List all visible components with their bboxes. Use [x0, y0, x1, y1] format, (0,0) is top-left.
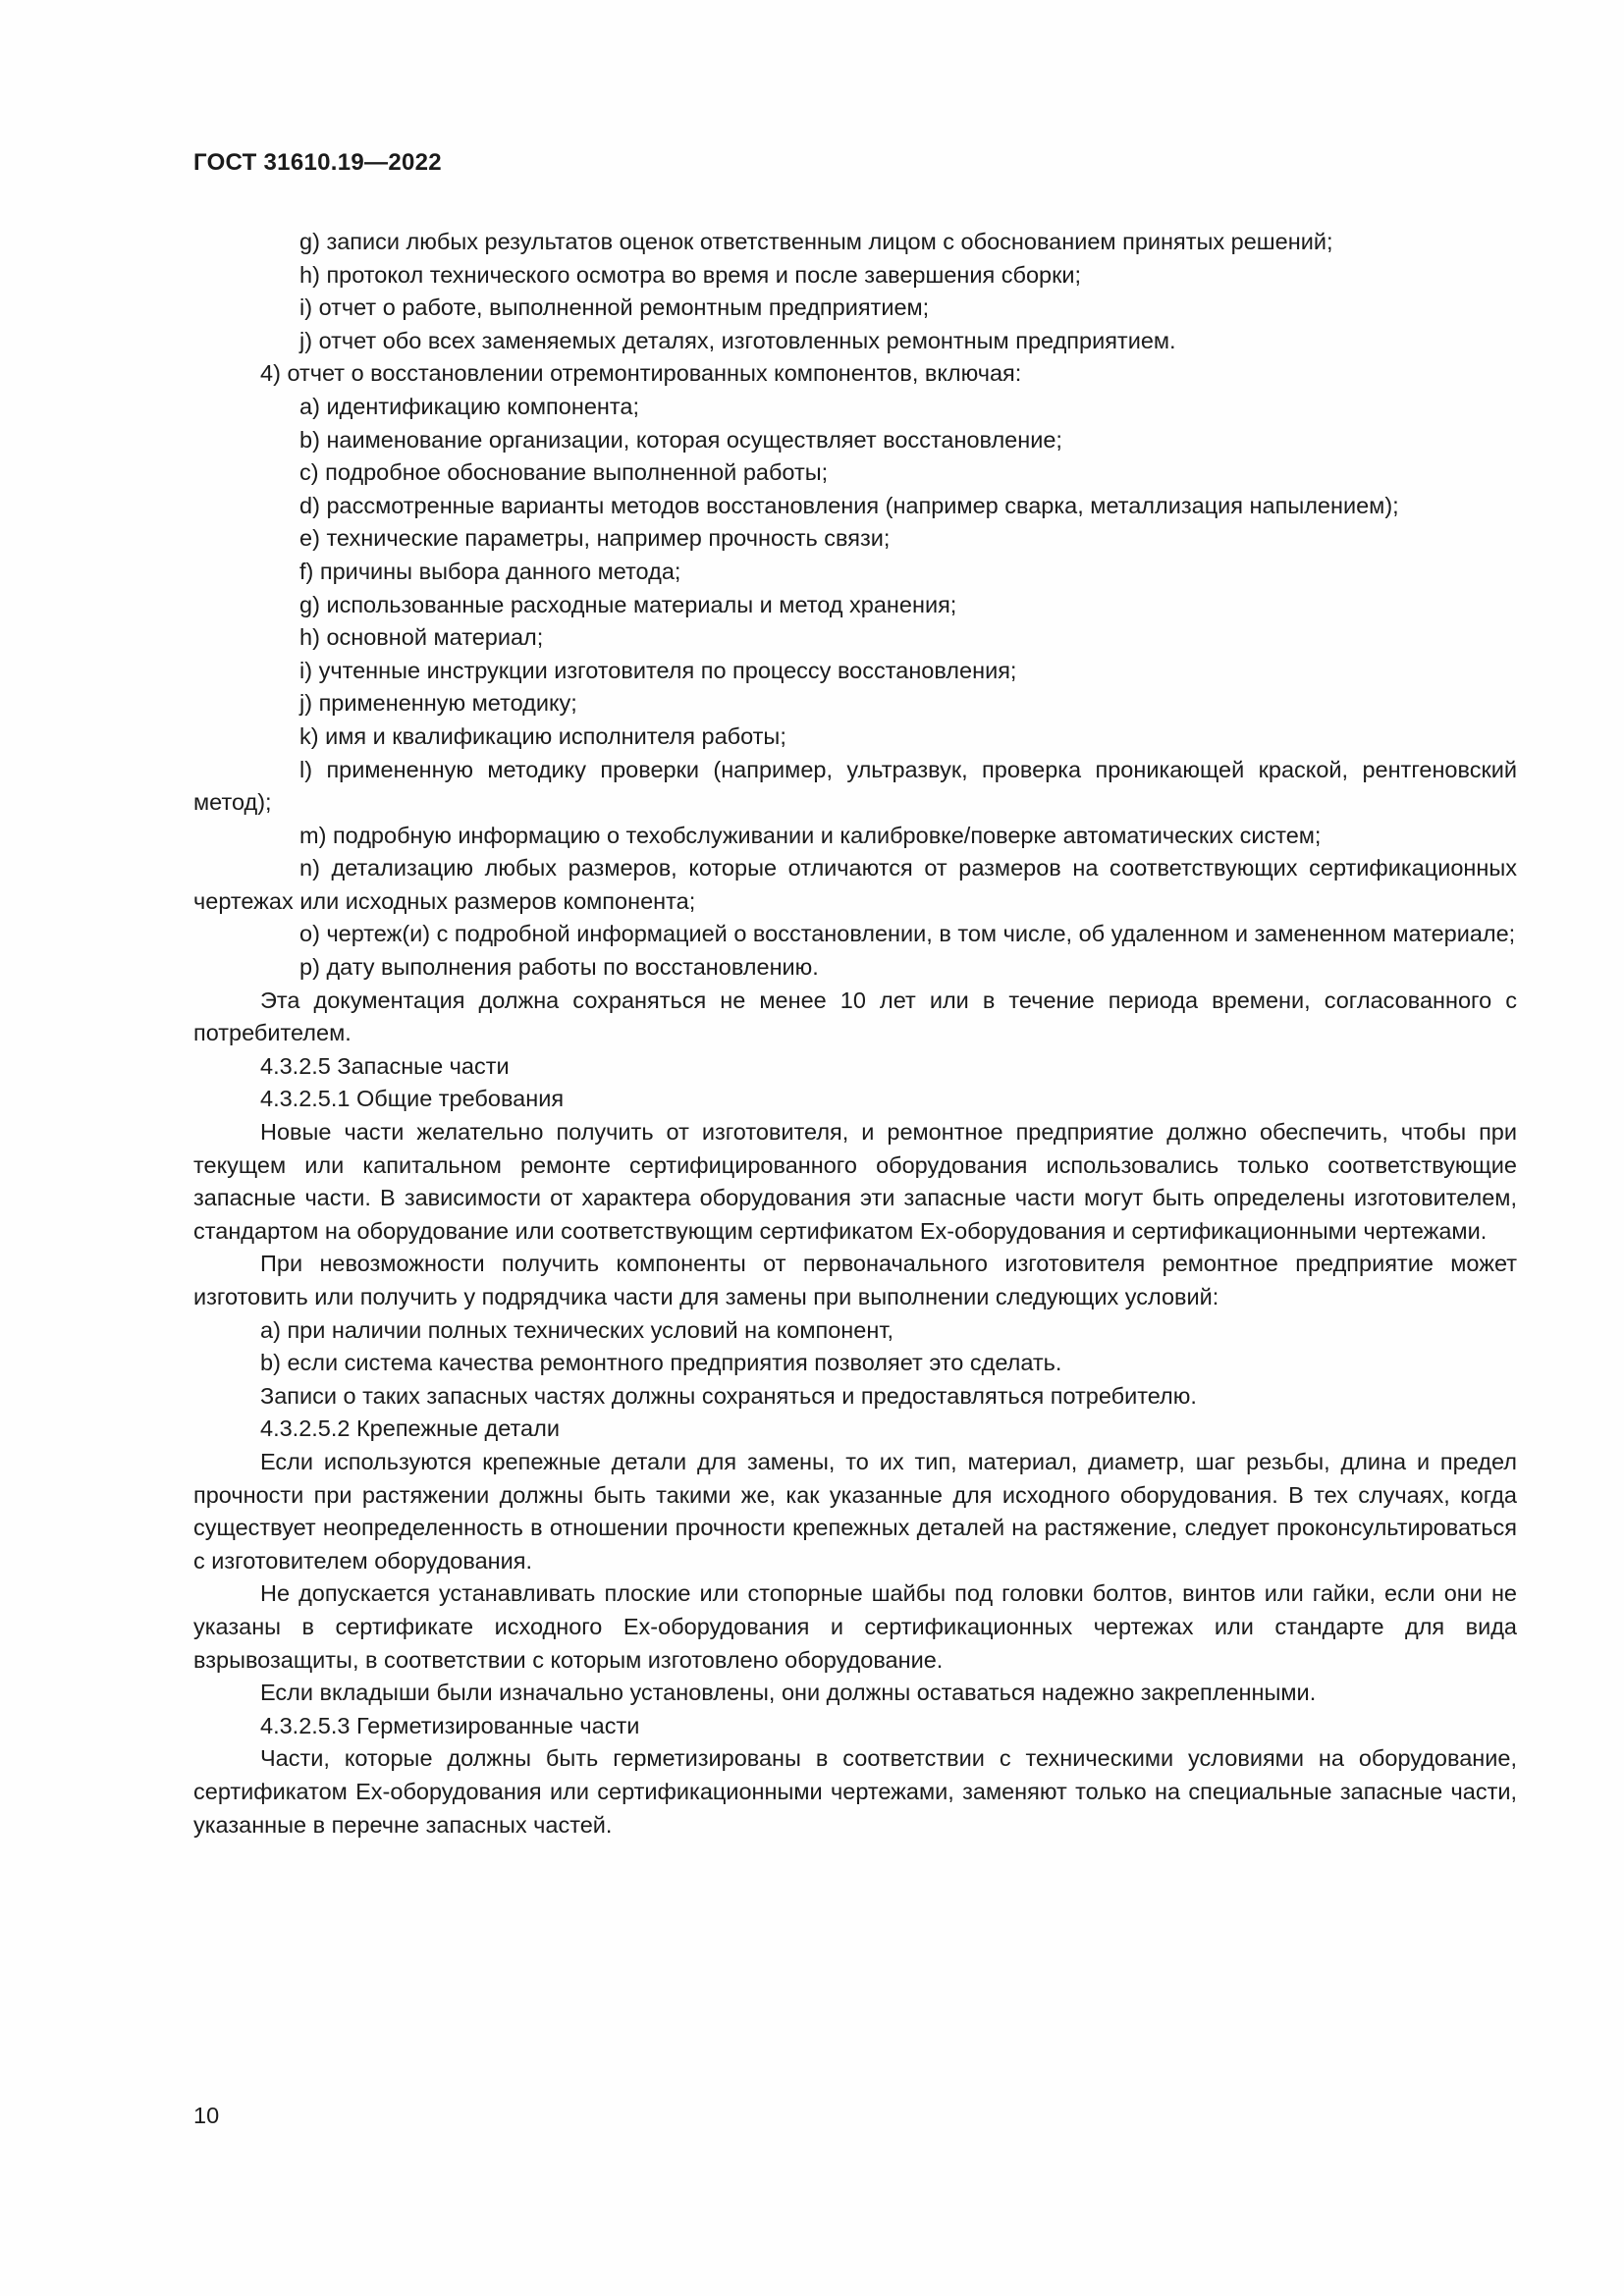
- list-item-g-records: [193, 226, 1517, 259]
- list-item-text: технические параметры, например прочность связи;: [326, 525, 891, 552]
- list-marker: c): [299, 459, 319, 486]
- list-item-g: [193, 589, 1517, 622]
- list-item-j-replaced-parts: [193, 325, 1517, 358]
- list-item-text: наименование организации, которая осуществляет восстановление;: [326, 426, 1062, 453]
- section-heading-spare-parts: 4.3.2.5 Запасные части: [260, 1052, 510, 1079]
- list-item-o: [193, 918, 1517, 951]
- list-marker: h): [299, 624, 320, 651]
- list-marker: m): [299, 822, 327, 848]
- paragraph-sealed-parts: Части, которые должны быть герметизированы в соответствии с техническими условиями на оборудование, сертификатом Ex-оборудования или сертификационными чертежами, заменяют только на специальные запасные части, указанные в перечне запасных частей.: [193, 1745, 1517, 1838]
- list-item-text: при наличии полных технических условий на компонент,: [287, 1316, 894, 1343]
- paragraph-fasteners: Если используются крепежные детали для замены, то их тип, материал, диаметр, шаг резьбы, длина и предел прочности при растяжении должны быть такими же, как указанные для исходного оборудования. В тех случаях, когда существует неопределенность в отношении прочности крепежных деталей на растяжение, следует проконсультироваться с изготовителем оборудования.: [193, 1448, 1517, 1574]
- list-item-text: примененную методику проверки (например, ультразвук, проверка проникающей краской, рентгеновский метод);: [193, 756, 1517, 816]
- subsection-heading-sealed-parts: 4.3.2.5.3 Герметизированные части: [260, 1712, 640, 1738]
- list-item-c: [193, 456, 1517, 490]
- document-body: [193, 226, 1517, 1842]
- list-marker: a): [260, 1316, 281, 1343]
- subsection-heading-fasteners: 4.3.2.5.2 Крепежные детали: [260, 1415, 560, 1442]
- list-item-text: дату выполнения работы по восстановлению.: [326, 954, 819, 981]
- list-marker: d): [299, 492, 320, 518]
- list-marker: n): [299, 855, 320, 881]
- list-item-text: если система качества ремонтного предприятия позволяет это сделать.: [287, 1350, 1062, 1376]
- list-marker: j): [299, 690, 313, 717]
- list-item-d: [193, 490, 1517, 523]
- list-item-text: подробную информацию о техобслуживании и калибровке/поверке автоматических систем;: [332, 822, 1322, 848]
- list-marker: f): [299, 558, 314, 584]
- list-item-text: учтенные инструкции изготовителя по процессу восстановления;: [318, 657, 1017, 683]
- list-item-n: [193, 852, 1517, 918]
- list-marker: j): [299, 327, 313, 353]
- list-marker: b): [299, 426, 320, 453]
- list-item-text: чертеж(и) с подробной информацией о восстановлении, в том числе, об удаленном и замененном материале;: [326, 921, 1516, 947]
- list-marker: o): [299, 921, 320, 947]
- list-item-h: [193, 621, 1517, 655]
- list-marker: i): [299, 294, 313, 321]
- paragraph-original-manufacturer: При невозможности получить компоненты от первоначального изготовителя ремонтное предприятие может изготовить или получить у подрядчика части для замены при выполнении следующих условий:: [193, 1251, 1517, 1309]
- list-item-text: имя и квалификацию исполнителя работы;: [325, 722, 786, 749]
- list-item-text: причины выбора данного метода;: [319, 558, 681, 584]
- list-item-k: [193, 721, 1517, 754]
- list-marker: k): [299, 722, 319, 749]
- list-marker: p): [299, 954, 320, 981]
- list-marker: i): [299, 657, 313, 683]
- list-item-text: подробное обоснование выполненной работы;: [325, 459, 829, 486]
- paragraph-washers: Не допускается устанавливать плоские или стопорные шайбы под головки болтов, винтов или гайки, если они не указаны в сертификате исходного Ex-оборудования и сертификационных чертежах или стандарте для вида взрывозащиты, в соответствии с которым изготовлено оборудование.: [193, 1580, 1517, 1673]
- paragraph-records: Записи о таких запасных частях должны сохраняться и предоставляться потребителю.: [260, 1382, 1197, 1409]
- document-code-header: ГОСТ 31610.19—2022: [193, 149, 442, 176]
- list-marker: g): [299, 229, 320, 254]
- list-item-b-quality-system: [193, 1347, 1517, 1380]
- paragraph-inserts: Если вкладыши были изначально установлены, они должны оставаться надежно закрепленными.: [260, 1680, 1317, 1706]
- list-item-b: [193, 424, 1517, 457]
- list-marker: 4): [260, 360, 281, 387]
- subsection-heading-general: 4.3.2.5.1 Общие требования: [260, 1086, 565, 1112]
- list-item-m: [193, 820, 1517, 853]
- list-item-l: [193, 754, 1517, 820]
- list-marker: b): [260, 1350, 281, 1376]
- list-item-i-work-report: [193, 292, 1517, 325]
- paragraph-retention: Эта документация должна сохраняться не менее 10 лет или в течение периода времени, согласованного с потребителем.: [193, 987, 1517, 1046]
- paragraph-new-parts: Новые части желательно получить от изготовителя, и ремонтное предприятие должно обеспечить, чтобы при текущем или капитальном ремонте сертифицированного оборудования использовались только соответствующие запасные части. В зависимости от характера оборудования эти запасные части могут быть определены изготовителем, стандартом на оборудование или соответствующим сертификатом Ex-оборудования и сертификационными чертежами.: [193, 1119, 1517, 1244]
- list-marker: g): [299, 591, 320, 617]
- list-item-4-restoration-report: [193, 357, 1517, 391]
- list-item-text: протокол технического осмотра во время и после завершения сборки;: [326, 261, 1082, 288]
- list-item-text: детализацию любых размеров, которые отличаются от размеров на соответствующих сертификационных чертежах или исходных размеров компонента;: [193, 855, 1517, 914]
- list-marker: a): [299, 393, 320, 419]
- list-item-a-specifications: [193, 1314, 1517, 1348]
- list-item-text: отчет о работе, выполненной ремонтным предприятием;: [318, 294, 930, 321]
- list-item-i: [193, 655, 1517, 688]
- list-item-e: [193, 522, 1517, 556]
- list-item-f: [193, 556, 1517, 589]
- list-item-text: примененную методику;: [318, 690, 577, 717]
- list-item-a: [193, 391, 1517, 424]
- list-item-text: использованные расходные материалы и метод хранения;: [326, 591, 957, 617]
- list-marker: h): [299, 261, 320, 288]
- list-item-text: записи любых результатов оценок ответственным лицом с обоснованием принятых решений;: [326, 229, 1333, 254]
- list-item-text: отчет обо всех заменяемых деталях, изготовленных ремонтным предприятием.: [318, 327, 1176, 353]
- list-item-text: рассмотренные варианты методов восстановления (например сварка, металлизация напылением);: [326, 492, 1399, 518]
- list-item-text: основной материал;: [326, 624, 544, 651]
- list-marker: e): [299, 525, 320, 552]
- list-marker: l): [299, 756, 313, 782]
- list-item-h-inspection-protocol: [193, 259, 1517, 293]
- list-item-text: идентификацию компонента;: [326, 393, 639, 419]
- list-item-j: [193, 687, 1517, 721]
- list-item-text: отчет о восстановлении отремонтированных компонентов, включая:: [287, 360, 1022, 387]
- list-item-p: [193, 951, 1517, 985]
- page-number: 10: [193, 2103, 220, 2128]
